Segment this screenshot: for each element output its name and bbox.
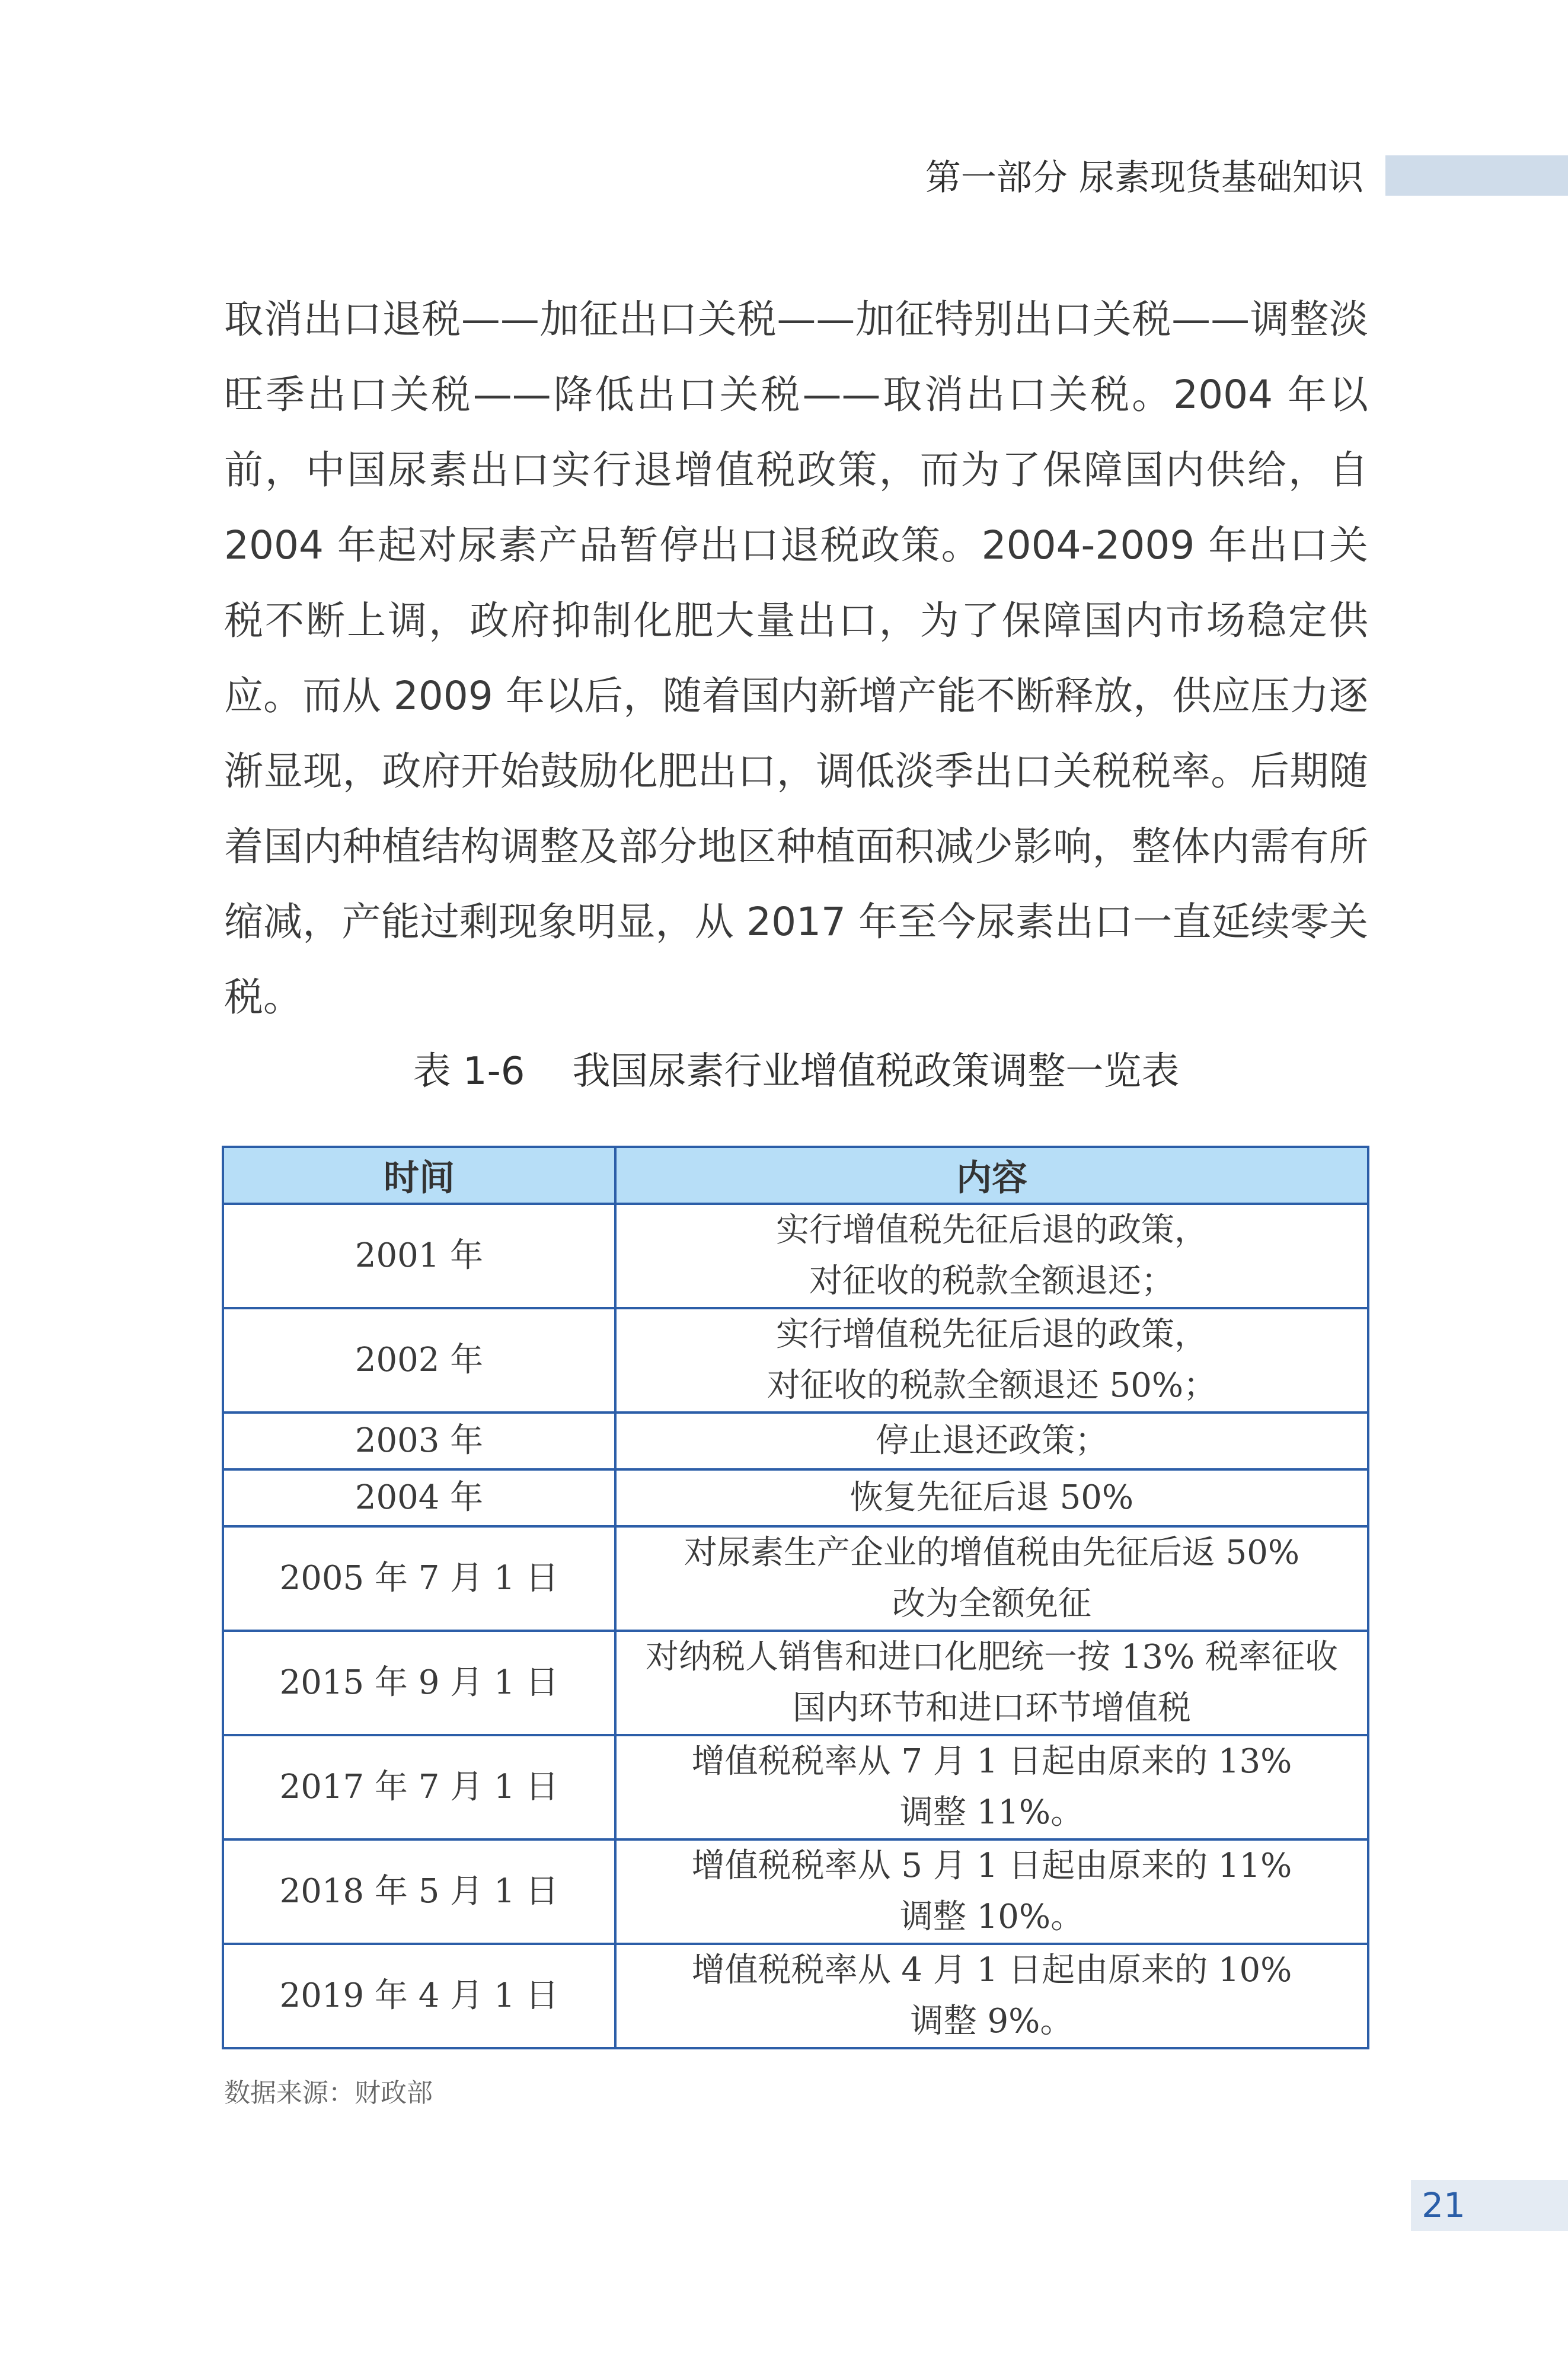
row-content-line: 停止退还政策； <box>876 1421 1108 1460</box>
table-row <box>223 1631 1368 1735</box>
row-time: 2001 年 <box>223 1204 615 1308</box>
row-content-line: 对纳税人销售和进口化肥统一按 13% 税率征收 <box>645 1638 1339 1676</box>
data-source-note: 数据来源：财政部 <box>224 2078 433 2108</box>
row-content-line: 改为全额免征 <box>892 1584 1091 1623</box>
header-time: 时间 <box>223 1147 615 1204</box>
row-time: 2017 年 7 月 1 日 <box>223 1735 615 1839</box>
row-content-line: 对尿素生产企业的增值税由先征后返 50% <box>684 1533 1300 1572</box>
table-row <box>223 1839 1368 1944</box>
page-number: 21 <box>1422 2185 1465 2226</box>
row-content-line: 恢复先征后退 50% <box>850 1478 1134 1517</box>
row-content <box>615 1735 1368 1839</box>
row-content-line: 增值税税率从 5 月 1 日起由原来的 11% <box>691 1847 1292 1885</box>
row-content <box>615 1413 1368 1469</box>
table-row <box>223 1526 1368 1631</box>
row-content-line: 增值税税率从 7 月 1 日起由原来的 13% <box>691 1742 1292 1781</box>
row-content-line: 对征收的税款全额退还 50%； <box>767 1366 1217 1405</box>
row-content <box>615 1944 1368 2048</box>
table-row <box>223 1735 1368 1839</box>
table-row <box>223 1944 1368 2048</box>
table-header-row <box>223 1147 1368 1204</box>
row-content-line: 对征收的税款全额退还； <box>809 1262 1174 1300</box>
header-accent-bar <box>1385 155 1568 196</box>
row-content-line: 调整 10%。 <box>899 1898 1084 1936</box>
row-time: 2003 年 <box>223 1413 615 1469</box>
row-content-line: 国内环节和进口环节增值税 <box>793 1689 1191 1727</box>
row-content-line: 实行增值税先征后退的政策， <box>776 1211 1208 1249</box>
row-time: 2004 年 <box>223 1469 615 1526</box>
body-paragraph: 取消出口退税——加征出口关税——加征特别出口关税——调整淡旺季出口关税——降低出口关税——取消出口关税。2004 年以前，中国尿素出口实行退增值税政策，而为了保障国内供给，自 2004 年起对尿素产品暂停出口退税政策。2004-2009 年出口关税不断上调，政府抑制化肥大量出口，为了保障国内市场稳定供应。而从 2009 年以后，随着国内新增产能不断释放，供应压力逐渐显现，政府开始鼓励化肥出口，调低淡季出口关税税率。后期随着国内种植结构调整及部分地区种植面积减少影响，整体内需有所缩减，产能过剩现象明显，从 2017 年至今尿素出口一直延续零关税。 <box>224 296 1368 1020</box>
row-content <box>615 1631 1368 1735</box>
running-header-title: 第一部分 尿素现货基础知识 <box>925 157 1363 199</box>
row-content-line: 调整 11%。 <box>899 1793 1084 1832</box>
row-time: 2015 年 9 月 1 日 <box>223 1631 615 1735</box>
row-content-line: 实行增值税先征后退的政策， <box>776 1315 1208 1354</box>
row-content <box>615 1204 1368 1308</box>
table-row <box>223 1413 1368 1469</box>
table-row <box>223 1469 1368 1526</box>
vat-policy-table <box>222 1146 1369 2049</box>
row-content-line: 调整 9%。 <box>910 2002 1074 2040</box>
table-row <box>223 1308 1368 1413</box>
row-content <box>615 1308 1368 1413</box>
row-content <box>615 1526 1368 1631</box>
table-row <box>223 1204 1368 1308</box>
table-caption-number: 表 1-6 <box>413 1050 525 1093</box>
table-caption-title: 我国尿素行业增值税政策调整一览表 <box>572 1050 1180 1093</box>
row-content-line: 增值税税率从 4 月 1 日起由原来的 10% <box>691 1951 1292 1989</box>
table-caption <box>224 1045 1368 1098</box>
row-content <box>615 1839 1368 1944</box>
row-time: 2018 年 5 月 1 日 <box>223 1839 615 1944</box>
row-time: 2002 年 <box>223 1308 615 1413</box>
row-time: 2005 年 7 月 1 日 <box>223 1526 615 1631</box>
header-content: 内容 <box>615 1147 1368 1204</box>
row-time: 2019 年 4 月 1 日 <box>223 1944 615 2048</box>
row-content <box>615 1469 1368 1526</box>
